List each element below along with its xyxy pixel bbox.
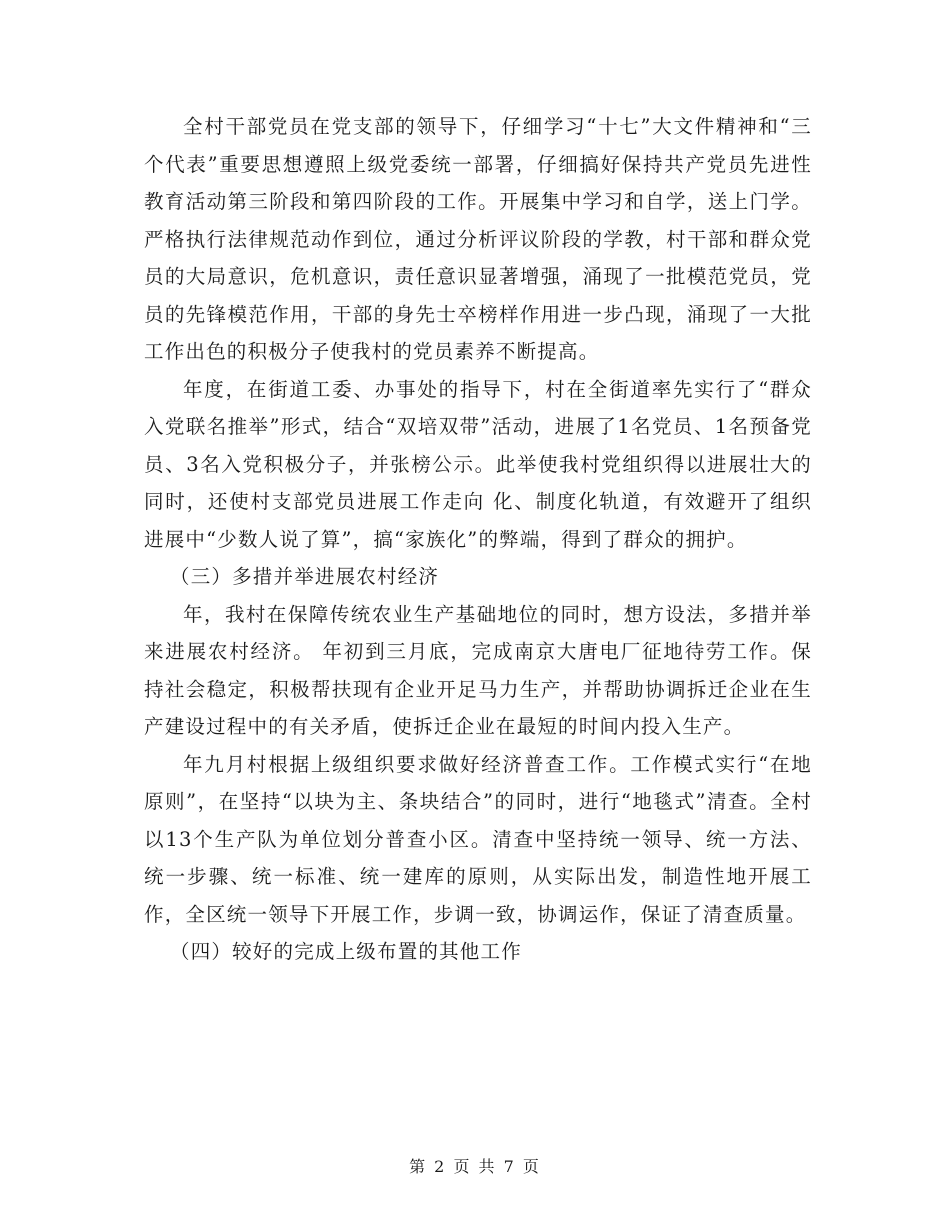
document-body [144, 108, 812, 971]
paragraph-party-study: 全村干部党员在党支部的领导下，仔细学习“十七”大文件精神和“三个代表”重要思想遵照上级党委统一部署，仔细搞好保持共产党员先进性教育活动第三阶段和第四阶段的工作。开展集中学习和自学，送上门学。严格执行法律规范动作到位，通过分析评议阶段的学教，村干部和群众党员的大局意识，危机意识，责任意识显著增强，涌现了一批模范党员，党员的先锋模范作用，干部的身先士卒榜样作用进一步凸现，涌现了一大批工作出色的积极分子使我村的党员素养不断提高。 [144, 115, 812, 363]
paragraph-recommendation: 年度，在街道工委、办事处的指导下，村在全街道率先实行了“群众入党联名推举”形式，结合“双培双带”活动，进展了1名党员、1名预备党员、3名入党积极分子，并张榜公示。此举使我村党组织得以进展壮大的同时，还使村支部党员进展工作走向 化、制度化轨道，有效避开了组织进展中“少数人说了算”，搞“家族化”的弊端，得到了群众的拥护。 [144, 377, 812, 551]
section-heading-3: （三）多措并举进展农村经济 [170, 565, 440, 588]
paragraph-rural-economy: 年，我村在保障传统农业生产基础地位的同时，想方设法，多措并举来进展农村经济。 年初到三月底，完成南京大唐电厂征地待劳工作。保持社会稳定，积极帮扶现有企业开足马力生产，并帮助协调拆迁企业在生产建设过程中的有关矛盾，使拆迁企业在最短的时间内投入生产。 [144, 602, 812, 738]
section-heading-4: （四）较好的完成上级布置的其他工作 [170, 940, 522, 963]
page-number-footer: 第 2 页 共 7 页 [409, 1157, 541, 1176]
paragraph-economic-census: 年九月村根据上级组织要求做好经济普查工作。工作模式实行“在地原则”，在坚持“以块为主、条块结合”的同时，进行“地毯式”清查。全村以13个生产队为单位划分普查小区。清查中坚持统一领导、统一方法、统一步骤、统一标准、统一建库的原则，从实际出发，制造性地开展工作，全区统一领导下开展工作，步调一致，协调运作，保证了清查质量。 [144, 752, 812, 926]
